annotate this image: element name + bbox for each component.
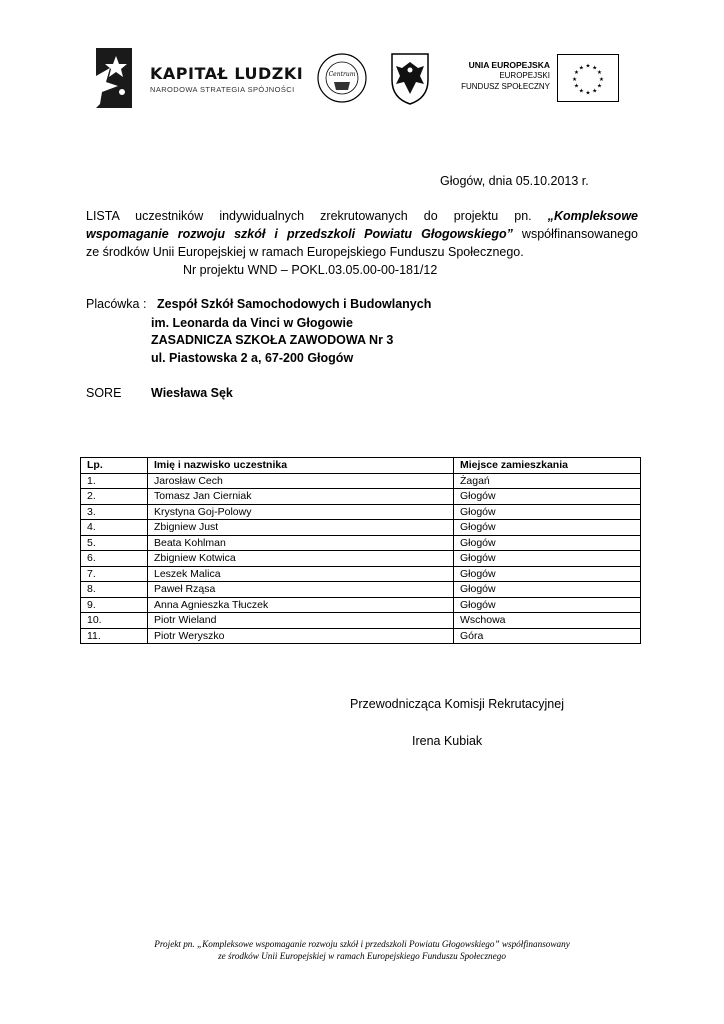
kapital-ludzki-logo-icon xyxy=(92,46,136,110)
row-lp: 7. xyxy=(81,566,148,582)
table-header-row xyxy=(81,458,641,474)
signature-name: Irena Kubiak xyxy=(412,734,483,748)
eu-flag-icon xyxy=(557,54,619,102)
row-participant-name: Jarosław Cech xyxy=(148,473,454,489)
header-logos xyxy=(92,42,624,114)
row-lp: 2. xyxy=(81,489,148,505)
row-participant-name: Leszek Malica xyxy=(148,566,454,582)
row-lp: 11. xyxy=(81,628,148,644)
row-lp: 8. xyxy=(81,582,148,598)
row-lp: 10. xyxy=(81,613,148,629)
svg-text:★: ★ xyxy=(596,83,603,90)
footer-line-1: Projekt pn. „Kompleksowe wspomaganie rozwoju szkół i przedszkoli Powiatu Głogowskiego” współfinansowany xyxy=(154,939,570,949)
svg-text:Centrum: Centrum xyxy=(328,71,356,78)
row-residence: Góra xyxy=(454,628,641,644)
row-residence: Głogów xyxy=(454,597,641,613)
table-row xyxy=(81,551,641,567)
row-participant-name: Beata Kohlman xyxy=(148,535,454,551)
centrum-seal-icon xyxy=(316,52,368,104)
table-row xyxy=(81,613,641,629)
row-residence: Głogów xyxy=(454,504,641,520)
svg-text:★: ★ xyxy=(578,88,584,95)
table-row xyxy=(81,597,641,613)
header-residence: Miejsce zamieszkania xyxy=(454,458,641,474)
footer-line-2: ze środków Unii Europejskiej w ramach Europejskiego Funduszu Społecznego xyxy=(218,951,506,961)
row-residence: Głogów xyxy=(454,566,641,582)
svg-text:★: ★ xyxy=(573,70,580,77)
project-title-part2: wspomaganie rozwoju szkół i przedszkoli Powiatu Głogowskiego” xyxy=(86,227,513,241)
row-lp: 5. xyxy=(81,535,148,551)
kapital-ludzki-subtitle: NARODOWA STRATEGIA SPÓJNOŚCI xyxy=(150,85,295,94)
row-participant-name: Tomasz Jan Cierniak xyxy=(148,489,454,505)
placowka-label: Placówka : xyxy=(86,297,147,311)
placowka-line-3: ZASADNICZA SZKOŁA ZAWODOWA Nr 3 xyxy=(151,333,394,347)
svg-text:★: ★ xyxy=(572,76,578,83)
table-row xyxy=(81,535,641,551)
intro-paragraph xyxy=(86,207,638,243)
svg-text:★: ★ xyxy=(592,88,598,95)
intro-line1-plain: LISTA uczestników indywidualnych zrekrutowanych do projektu pn. xyxy=(86,209,548,223)
svg-text:★: ★ xyxy=(585,90,591,97)
intro-line-2 xyxy=(86,225,638,243)
row-residence: Głogów xyxy=(454,520,641,536)
ue-subtitle-line2: FUNDUSZ SPOŁECZNY xyxy=(461,82,550,91)
row-participant-name: Krystyna Goj-Polowy xyxy=(148,504,454,520)
row-residence: Głogów xyxy=(454,582,641,598)
svg-text:★: ★ xyxy=(573,83,580,90)
svg-text:★: ★ xyxy=(592,65,598,72)
intro-line2-plain: współfinansowanego xyxy=(512,227,638,241)
row-residence: Głogów xyxy=(454,551,641,567)
ue-title: UNIA EUROPEJSKA xyxy=(468,60,550,70)
row-participant-name: Piotr Wieland xyxy=(148,613,454,629)
row-residence: Żagań xyxy=(454,473,641,489)
placowka-line-1: Zespół Szkół Samochodowych i Budowlanych xyxy=(157,297,432,311)
sore-label: SORE xyxy=(86,386,122,400)
placowka-line-4: ul. Piastowska 2 a, 67-200 Głogów xyxy=(151,351,354,365)
table-row xyxy=(81,582,641,598)
kapital-ludzki-title: KAPITAŁ LUDZKI xyxy=(150,64,304,83)
project-number: Nr projektu WND – POKL.03.05.00-00-181/12 xyxy=(183,263,438,277)
table-row xyxy=(81,566,641,582)
ue-text-block xyxy=(444,60,550,92)
row-residence: Głogów xyxy=(454,489,641,505)
row-participant-name: Piotr Weryszko xyxy=(148,628,454,644)
header-name: Imię i nazwisko uczestnika xyxy=(148,458,454,474)
svg-text:★: ★ xyxy=(578,65,584,72)
intro-line-3: ze środków Unii Europejskiej w ramach Europejskiego Funduszu Społecznego. xyxy=(86,245,524,259)
row-residence: Głogów xyxy=(454,535,641,551)
table-row xyxy=(81,489,641,505)
kapital-ludzki-text xyxy=(150,64,303,94)
ue-subtitle-line1: EUROPEJSKI xyxy=(499,71,550,80)
page-footer xyxy=(100,938,624,962)
row-lp: 9. xyxy=(81,597,148,613)
table-row xyxy=(81,504,641,520)
sore-name: Wiesława Sęk xyxy=(151,386,233,400)
row-participant-name: Zbigniew Kotwica xyxy=(148,551,454,567)
participants-table xyxy=(80,457,641,644)
signature-role: Przewodnicząca Komisji Rekrutacyjnej xyxy=(350,697,564,711)
row-participant-name: Paweł Rząsa xyxy=(148,582,454,598)
svg-text:★: ★ xyxy=(585,63,591,70)
intro-line-1 xyxy=(86,207,638,225)
svg-text:★: ★ xyxy=(598,76,604,83)
table-row xyxy=(81,473,641,489)
svg-text:★: ★ xyxy=(596,70,603,77)
header-lp: Lp. xyxy=(81,458,148,474)
table-row xyxy=(81,628,641,644)
table-body xyxy=(81,473,641,644)
table-row xyxy=(81,520,641,536)
row-lp: 4. xyxy=(81,520,148,536)
row-participant-name: Anna Agnieszka Tłuczek xyxy=(148,597,454,613)
row-lp: 1. xyxy=(81,473,148,489)
row-lp: 3. xyxy=(81,504,148,520)
row-participant-name: Zbigniew Just xyxy=(148,520,454,536)
row-lp: 6. xyxy=(81,551,148,567)
document-date: Głogów, dnia 05.10.2013 r. xyxy=(440,174,589,188)
placowka-line-2: im. Leonarda da Vinci w Głogowie xyxy=(151,316,353,330)
powiat-crest-icon xyxy=(388,50,432,106)
project-title-part1: „Kompleksowe xyxy=(547,209,638,223)
row-residence: Wschowa xyxy=(454,613,641,629)
